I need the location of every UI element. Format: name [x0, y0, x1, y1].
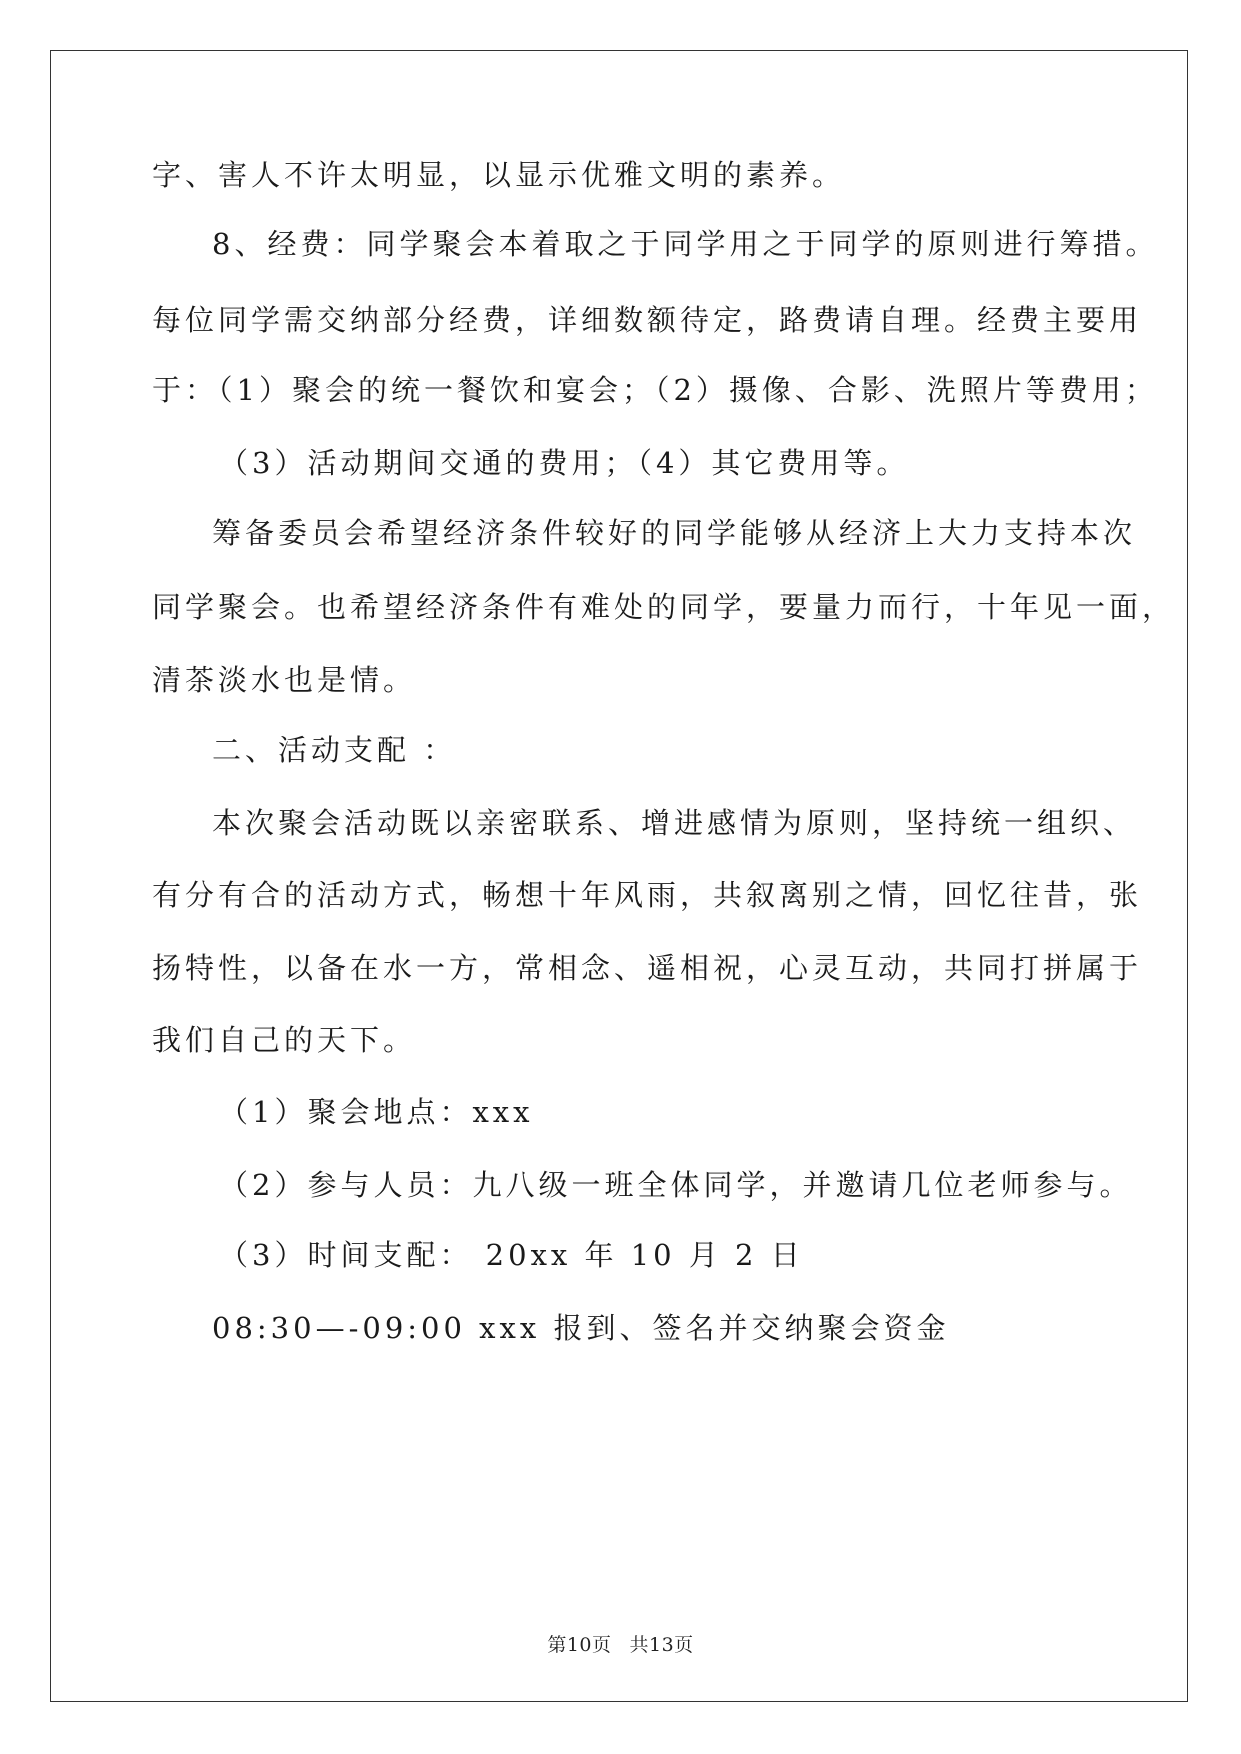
page-border: [50, 50, 1188, 1702]
text-line: 筹备委员会希望经济条件较好的同学能够从经济上大力支持本次: [212, 516, 1137, 550]
section-heading: 二、活动支配 ：: [212, 733, 457, 767]
list-item: （3）时间支配： 20xx 年 10 月 2 日: [219, 1238, 804, 1272]
page-number-total: 共13页: [629, 1634, 694, 1656]
page-footer: [0, 1630, 1241, 1657]
text-line: 字、害人不许太明显，以显示优雅文明的素养。: [152, 158, 846, 192]
text-line: （3）活动期间交通的费用；（4）其它费用等。: [219, 446, 910, 480]
text-line: 清茶淡水也是情。: [152, 663, 417, 697]
text-line: 扬特性，以备在水一方，常相念、遥相祝，心灵互动，共同打拼属于: [152, 951, 1143, 985]
text-line: 本次聚会活动既以亲密联系、增进感情为原则，坚持统一组织、: [212, 806, 1137, 840]
list-item: （1）聚会地点：xxx: [219, 1095, 534, 1129]
text-line: 8、经费：同学聚会本着取之于同学用之于同学的原则进行筹措。: [212, 227, 1159, 261]
page-number-current: 第10页: [547, 1634, 612, 1656]
schedule-line: 08:30—-09:00 xxx 报到、签名并交纳聚会资金: [212, 1311, 950, 1345]
text-line: 有分有合的活动方式，畅想十年风雨，共叙离别之情，回忆往昔，张: [152, 878, 1143, 912]
text-line: 每位同学需交纳部分经费，详细数额待定，路费请自理。经费主要用: [152, 303, 1143, 337]
text-line: 于：（1）聚会的统一餐饮和宴会；（2）摄像、合影、洗照片等费用；: [152, 373, 1158, 407]
list-item: （2）参与人员：九八级一班全体同学，并邀请几位老师参与。: [219, 1168, 1133, 1202]
text-line: 同学聚会。也希望经济条件有难处的同学，要量力而行，十年见一面，: [152, 590, 1176, 624]
text-line: 我们自己的天下。: [152, 1023, 417, 1057]
